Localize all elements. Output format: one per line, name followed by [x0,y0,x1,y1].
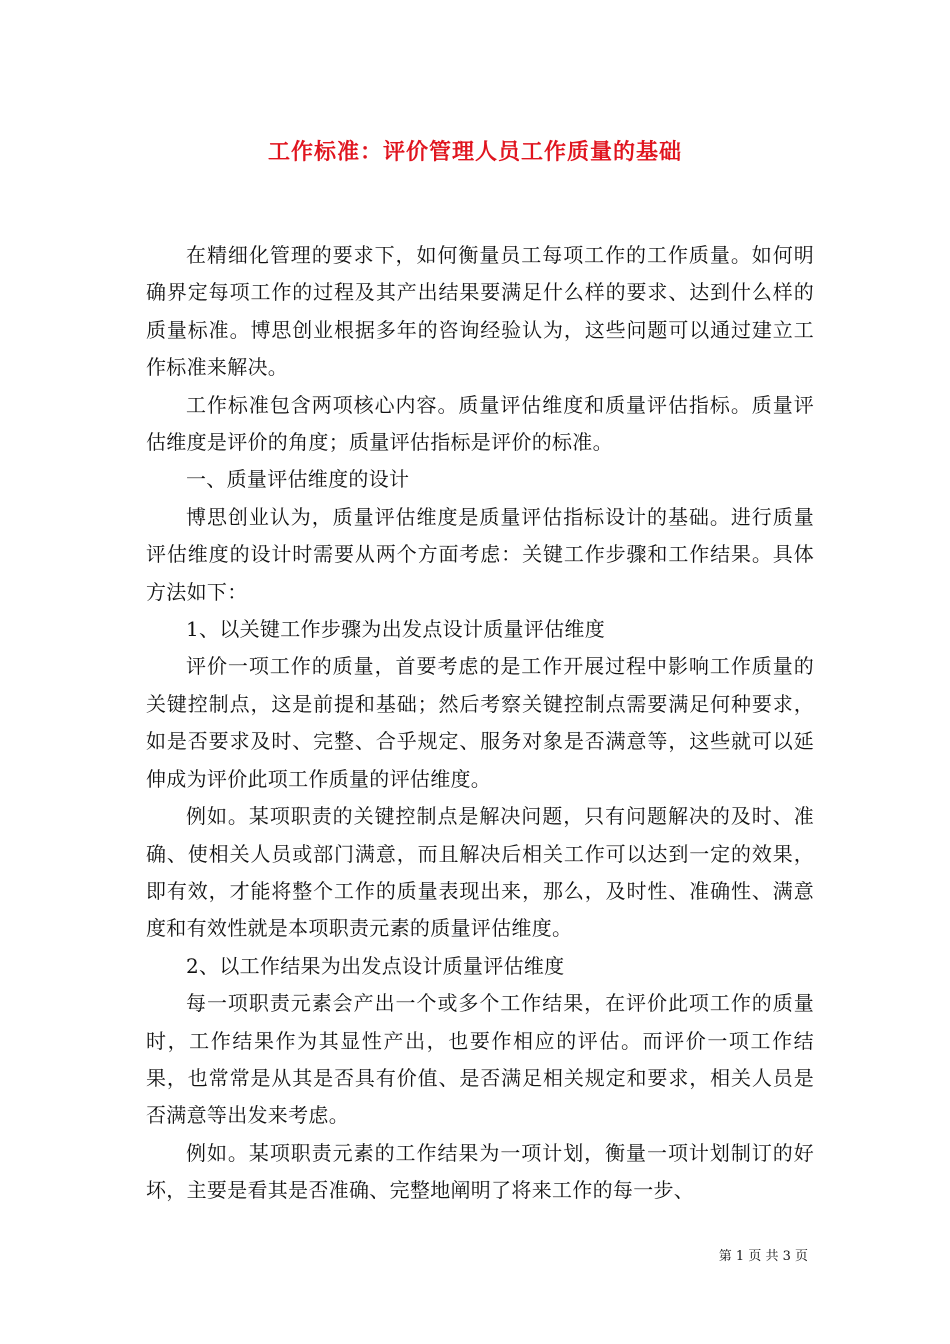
subsection-heading: 2、以工作结果为出发点设计质量评估维度 [186,953,565,978]
paragraph: 评价一项工作的质量，首要考虑的是工作开展过程中影响工作质量的关键控制点，这是前提和基础；然后考察关键控制点需要满足何种要求，如是否要求及时、完整、合乎规定、服务对象是否满意等，这些就可以延伸成为评价此项工作质量的评估维度。 [146,654,814,791]
subsection-heading: 1、以关键工作步骤为出发点设计质量评估维度 [186,617,606,642]
paragraph: 每一项职责元素会产出一个或多个工作结果，在评价此项工作的质量时，工作结果作为其显性产出，也要作相应的评估。而评价一项工作结果，也常常是从其是否具有价值、是否满足相关规定和要求，相关人员是否满意等出发来考虑。 [146,991,814,1128]
paragraph: 例如。某项职责的关键控制点是解决问题，只有问题解决的及时、准确、使相关人员或部门满意，而且解决后相关工作可以达到一定的效果，即有效，才能将整个工作的质量表现出来，那么，及时性、准确性、满意度和有效性就是本项职责元素的质量评估维度。 [146,804,814,941]
paragraph: 在精细化管理的要求下，如何衡量员工每项工作的工作质量。如何明确界定每项工作的过程及其产出结果要满足什么样的要求、达到什么样的质量标准。博思创业根据多年的咨询经验认为，这些问题可以通过建立工作标准来解决。 [146,243,814,380]
section-heading: 一、质量评估维度的设计 [186,467,410,492]
document-body [146,237,814,1210]
document-title: 工作标准：评价管理人员工作质量的基础 [267,139,682,165]
paragraph: 博思创业认为，质量评估维度是质量评估指标设计的基础。进行质量评估维度的设计时需要从两个方面考虑：关键工作步骤和工作结果。具体方法如下： [146,504,814,604]
paragraph: 例如。某项职责元素的工作结果为一项计划，衡量一项计划制订的好坏，主要是看其是否准确、完整地阐明了将来工作的每一步、 [146,1140,814,1203]
page-number-footer: 第 1 页 共 3 页 [718,1249,808,1264]
paragraph: 工作标准包含两项核心内容。质量评估维度和质量评估指标。质量评估维度是评价的角度；质量评估指标是评价的标准。 [146,392,814,455]
